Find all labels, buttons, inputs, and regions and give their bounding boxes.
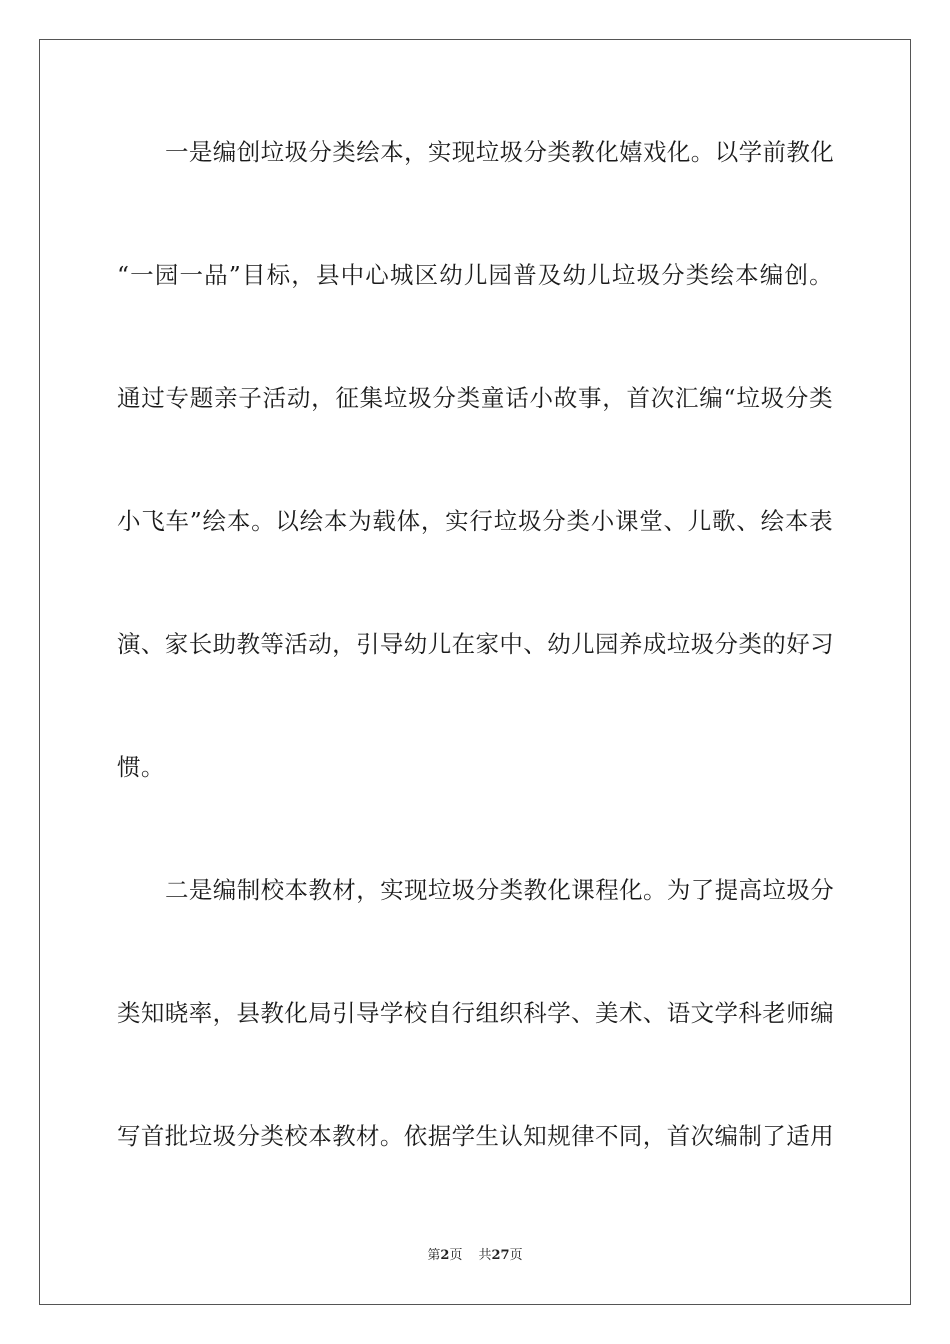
page-prefix: 第 bbox=[427, 1248, 441, 1263]
page-border bbox=[39, 39, 911, 1305]
paragraph-1-line-5: 演、家长助教等活动，引导幼儿在家中、幼儿园养成垃圾分类的好习 bbox=[117, 630, 834, 658]
paragraph-1-line-2: “一园一品”目标，县中心城区幼儿园普及幼儿垃圾分类绘本编创。 bbox=[117, 261, 833, 289]
paragraph-2-line-3: 写首批垃圾分类校本教材。依据学生认知规律不同，首次编制了适用 bbox=[117, 1122, 834, 1150]
paragraph-2-line-2: 类知晓率，县教化局引导学校自行组织科学、美术、语文学科老师编 bbox=[117, 999, 834, 1027]
total-pages: 27 bbox=[491, 1248, 510, 1263]
paragraph-1-line-6: 惯。 bbox=[117, 753, 165, 781]
paragraph-2-line-1: 二是编制校本教材，实现垃圾分类教化课程化。为了提高垃圾分 bbox=[165, 876, 835, 904]
page-footer bbox=[0, 1247, 950, 1265]
page-suffix: 页 bbox=[449, 1248, 463, 1263]
paragraph-1-line-4: 小飞车”绘本。以绘本为载体，实行垃圾分类小课堂、儿歌、绘本表 bbox=[117, 507, 833, 535]
paragraph-1-line-1: 一是编创垃圾分类绘本，实现垃圾分类教化嬉戏化。以学前教化 bbox=[165, 138, 835, 166]
total-suffix: 页 bbox=[509, 1248, 523, 1263]
page-number: 2 bbox=[440, 1248, 450, 1263]
total-prefix: 共 bbox=[478, 1248, 492, 1263]
paragraph-1-line-3: 通过专题亲子活动，征集垃圾分类童话小故事，首次汇编“垃圾分类 bbox=[117, 384, 833, 412]
